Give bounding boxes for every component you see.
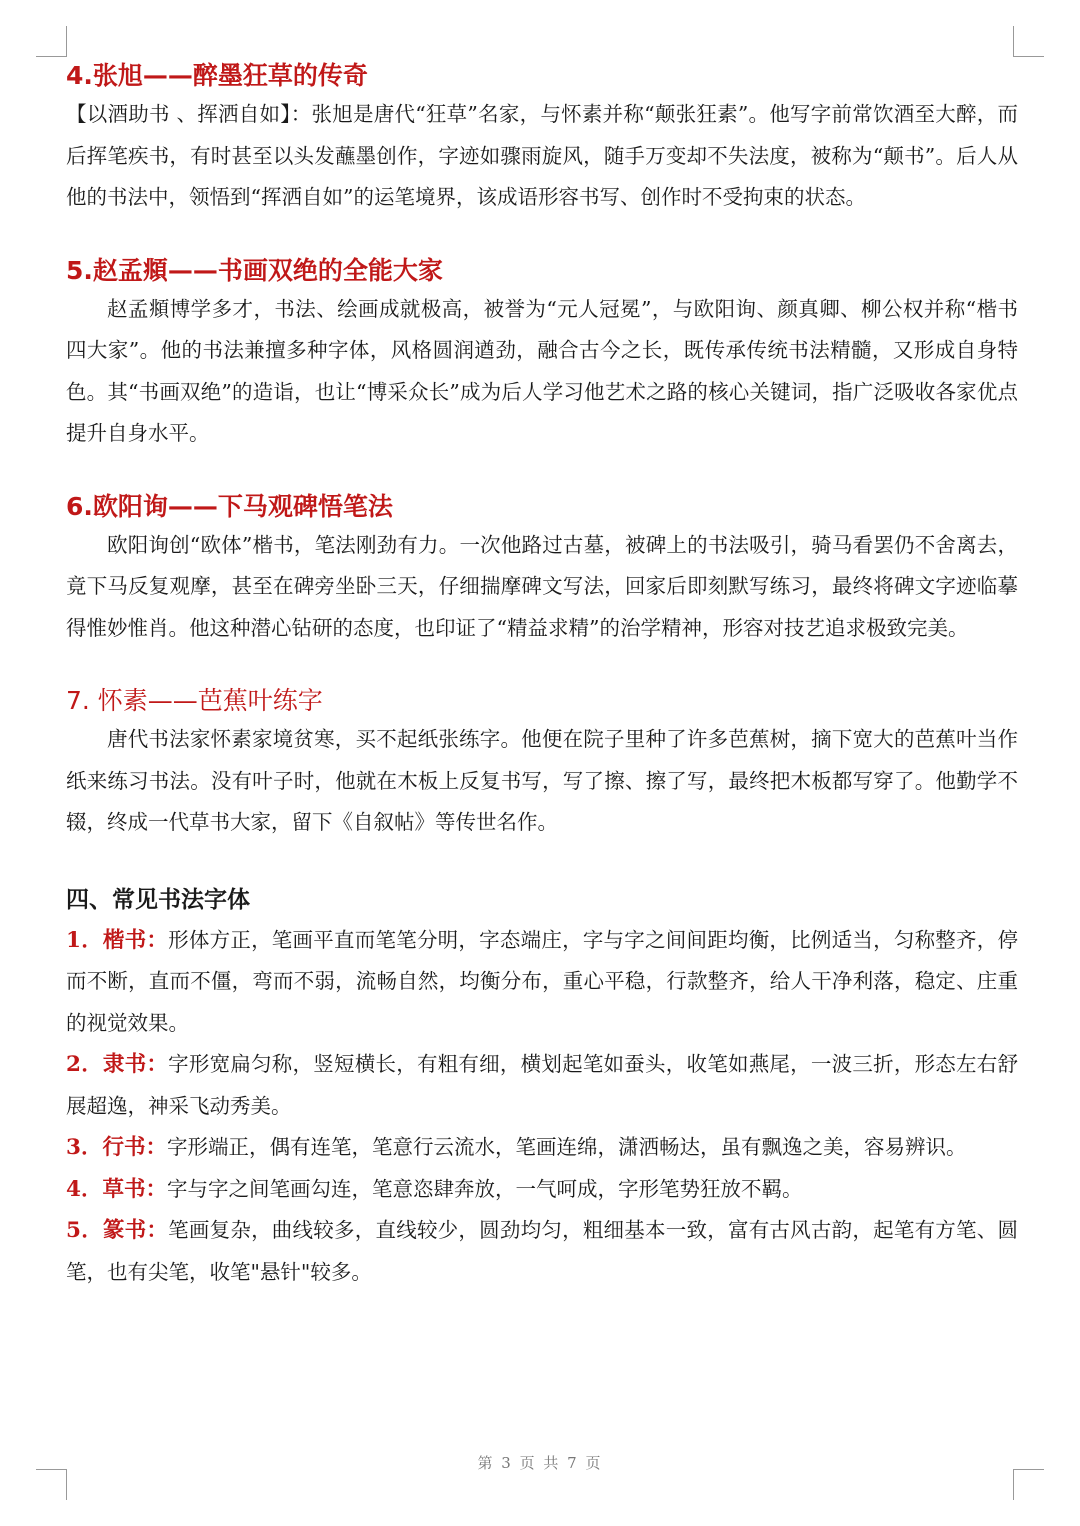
section-body-ouyang-xun: 欧阳询创“欧体”楷书，笔法刚劲有力。一次他路过古墓，被碑上的书法吸引，骑马看罢仍不舍离去，竟下马反复观摩，甚至在碑旁坐卧三天，仔细揣摩碑文写法，回家后即刻默写练习，最终将碑文字迹临摹得惟妙惟肖。他这种潜心钻研的态度，也印证了“精益求精”的治学精神，形容对技艺追求极致完美。 [66, 532, 1018, 640]
font-item-kaishu [66, 920, 1018, 1045]
font-item-caoshu [66, 1169, 1018, 1211]
crop-mark-top-left [36, 26, 67, 57]
page-footer: 第 3 页 共 7 页 [477, 1454, 603, 1472]
font-item-xingshu [66, 1127, 1018, 1169]
crop-mark-top-right [1013, 26, 1044, 57]
section-title-huai-su: 7. 怀素——芭蕉叶练字 [66, 686, 323, 715]
font-description: 字形端正，偶有连笔，笔意行云流水，笔画连绵，潇洒畅达，虽有飘逸之美，容易辨识。 [166, 1135, 967, 1159]
font-label: 5．篆书： [66, 1218, 169, 1243]
font-label: 1．楷书： [66, 927, 169, 953]
font-description: 字与字之间笔画勾连，笔意恣肆奔放，一气呵成，字形笔势狂放不羁。 [166, 1176, 803, 1201]
font-item-zhuanshu [66, 1210, 1018, 1293]
section-title-zhang-xu: 4.张旭——醉墨狂草的传奇 [66, 61, 368, 90]
section-body-huai-su: 唐代书法家怀素家境贫寒，买不起纸张练字。他便在院子里种了许多芭蕉树，摘下宽大的芭蕉叶当作纸来练习书法。没有叶子时，他就在木板上反复书写，写了擦、擦了写，最终把木板都写穿了。他勤学不辍，终成一代草书大家，留下《自叙帖》等传世名作。 [66, 727, 1018, 834]
font-description: 形体方正，笔画平直而笔笔分明，字态端庄，字与字之间间距均衡，比例适当，匀称整齐，停而不断，直而不僵，弯而不弱，流畅自然，均衡分布，重心平稳，行款整齐，给人干净利落，稳定、庄重的视觉效果。 [66, 927, 1018, 1035]
font-label: 4．草书： [66, 1176, 167, 1202]
page-content [66, 58, 1018, 1293]
crop-mark-bottom-right [1013, 1469, 1044, 1500]
font-label: 2．隶书： [66, 1052, 169, 1077]
font-description: 字形宽扁匀称，竖短横长，有粗有细，横划起笔如蚕头，收笔如燕尾，一波三折，形态左右舒展超逸，神采飞动秀美。 [66, 1052, 1018, 1118]
section-title-zhao-mengfu: 5.赵孟頫——书画双绝的全能大家 [66, 255, 443, 285]
fonts-heading: 四、常见书法字体 [66, 886, 250, 913]
section-title-ouyang-xun: 6.欧阳询——下马观碑悟笔法 [66, 491, 393, 521]
font-description: 笔画复杂，曲线较多，直线较少，圆劲均匀，粗细基本一致，富有古风古韵，起笔有方笔、圆笔，也有尖笔，收笔"悬针"较多。 [66, 1218, 1018, 1284]
crop-mark-bottom-left [36, 1469, 67, 1500]
font-item-lishu [66, 1044, 1018, 1127]
font-label: 3．行书： [66, 1135, 167, 1160]
section-body-zhang-xu: 【以酒助书 、挥洒自如】：张旭是唐代“狂草”名家，与怀素并称“颠张狂素”。他写字前常饮酒至大醉，而后挥笔疾书，有时甚至以头发蘸墨创作，字迹如骤雨旋风，随手万变却不失法度，被称为“颠书”。后人从他的书法中，领悟到“挥洒自如”的运笔境界，该成语形容书写、创作时不受拘束的状态。 [66, 102, 1018, 209]
section-body-zhao-mengfu: 赵孟頫博学多才，书法、绘画成就极高，被誉为“元人冠冕”，与欧阳询、颜真卿、柳公权并称“楷书四大家”。他的书法兼擅多种字体，风格圆润遒劲，融合古今之长，既传承传统书法精髓，又形成自身特色。其“书画双绝”的造诣，也让“博采众长”成为后人学习他艺术之路的核心关键词，指广泛吸收各家优点提升自身水平。 [66, 296, 1018, 445]
